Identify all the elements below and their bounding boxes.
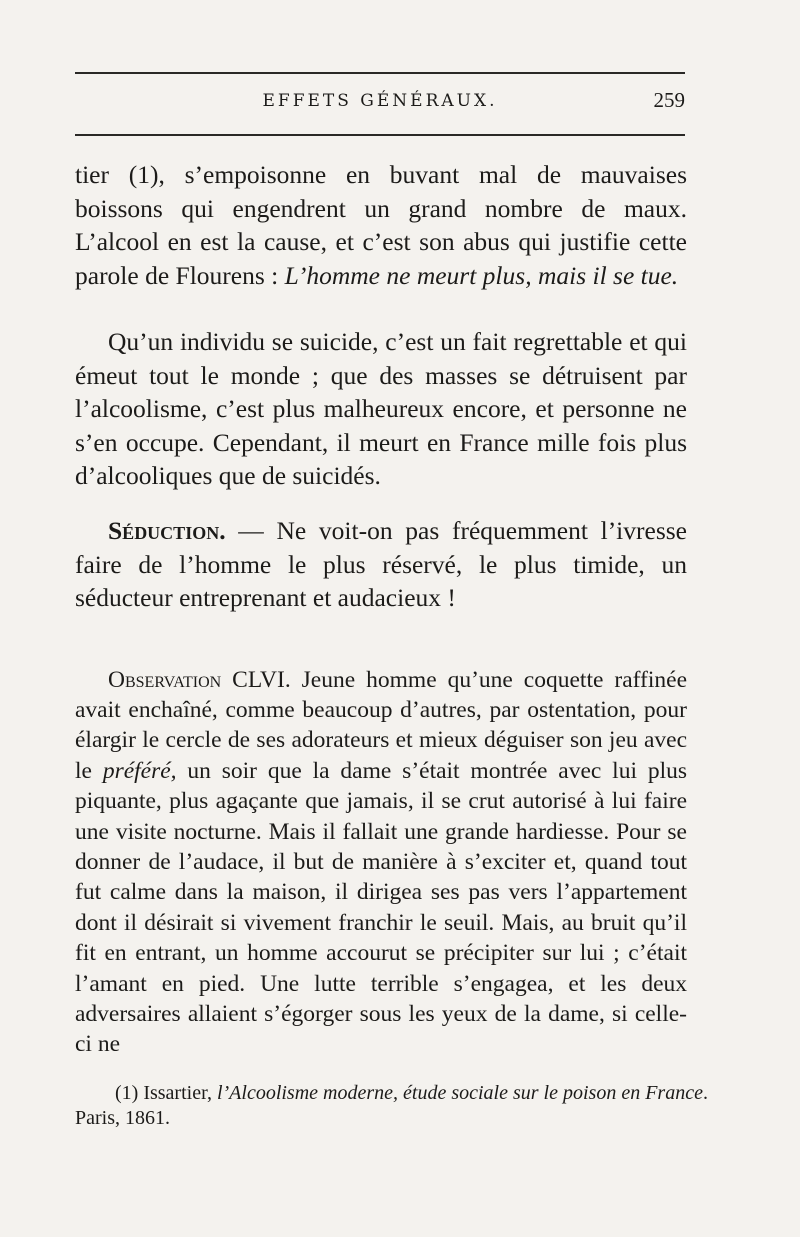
paragraph-1-text: tier (1), s’empoisonne en buvant mal de mauvaises boissons qui engendrent un grand nombre de maux. L’alcool en est la cause, et c’est son abus qui justifie cette parole de Flourens :: [75, 160, 687, 290]
seduction-heading: Séduction.: [108, 516, 226, 545]
running-head: [75, 88, 685, 118]
running-title: EFFETS GÉNÉRAUX.: [262, 91, 498, 111]
header-bottom-rule: [75, 134, 685, 136]
observation-italic-word: préféré,: [102, 757, 177, 784]
observation-text-before: Jeune homme qu’une coquette raffinée avait enchaîné, comme beaucoup d’autres, par ostentation, pour élargir le cercle de ses adorateurs et mieux déguiser son jeu avec le: [75, 666, 687, 784]
paragraph-3-text: — Ne voit-on pas fréquemment l’ivresse faire de l’homme le plus réservé, le plus timide, un séducteur entreprenant et audacieux !: [75, 516, 687, 613]
paragraph-suicide: [75, 325, 687, 493]
page-number: 259: [653, 88, 685, 112]
paragraph-continuation: [75, 158, 687, 292]
footnote-author: Issartier,: [138, 1082, 217, 1104]
paragraph-2-text: Qu’un individu se suicide, c’est un fait regrettable et qui émeut tout le monde ; que des masses se détruisent par l’alcoolisme, c’est plus malheureux encore, et personne ne s’en occupe. Cependant, il meurt en France mille fois plus d’alcooliques que de suicidés.: [75, 327, 687, 491]
footnote: [75, 1081, 715, 1131]
flourens-quote: L’homme ne meurt plus, mais il se tue.: [284, 260, 679, 290]
paragraph-seduction: [75, 514, 687, 615]
footnote-rest: . Paris, 1861.: [75, 1082, 708, 1129]
header-top-rule: [75, 72, 685, 74]
observation-label: Observation CLVI.: [108, 666, 291, 693]
observation-block: [75, 641, 687, 1083]
footnote-title: l’Alcoolisme moderne, étude sociale sur le poison en France: [216, 1082, 703, 1104]
footnote-number: (1): [115, 1082, 139, 1104]
observation-text-after: un soir que la dame s’était montrée avec lui plus piquante, plus agaçante que jamais, il se crut autorisé à lui faire une visite nocturne. Mais il fallait une grande hardiesse. Pour se donner de l’audace, il but de manière à s’exciter et, quand tout fut calme dans la maison, il dirigea ses pas vers l’appartement dont il désirait si vivement franchir le seuil. Mais, au bruit qu’il fit en entrant, un homme accourut se précipiter sur lui ; c’était l’amant en pied. Une lutte terrible s’engagea, et les deux adversaires allaient s’égorger sous les yeux de la dame, si celle-ci ne: [75, 757, 687, 1058]
